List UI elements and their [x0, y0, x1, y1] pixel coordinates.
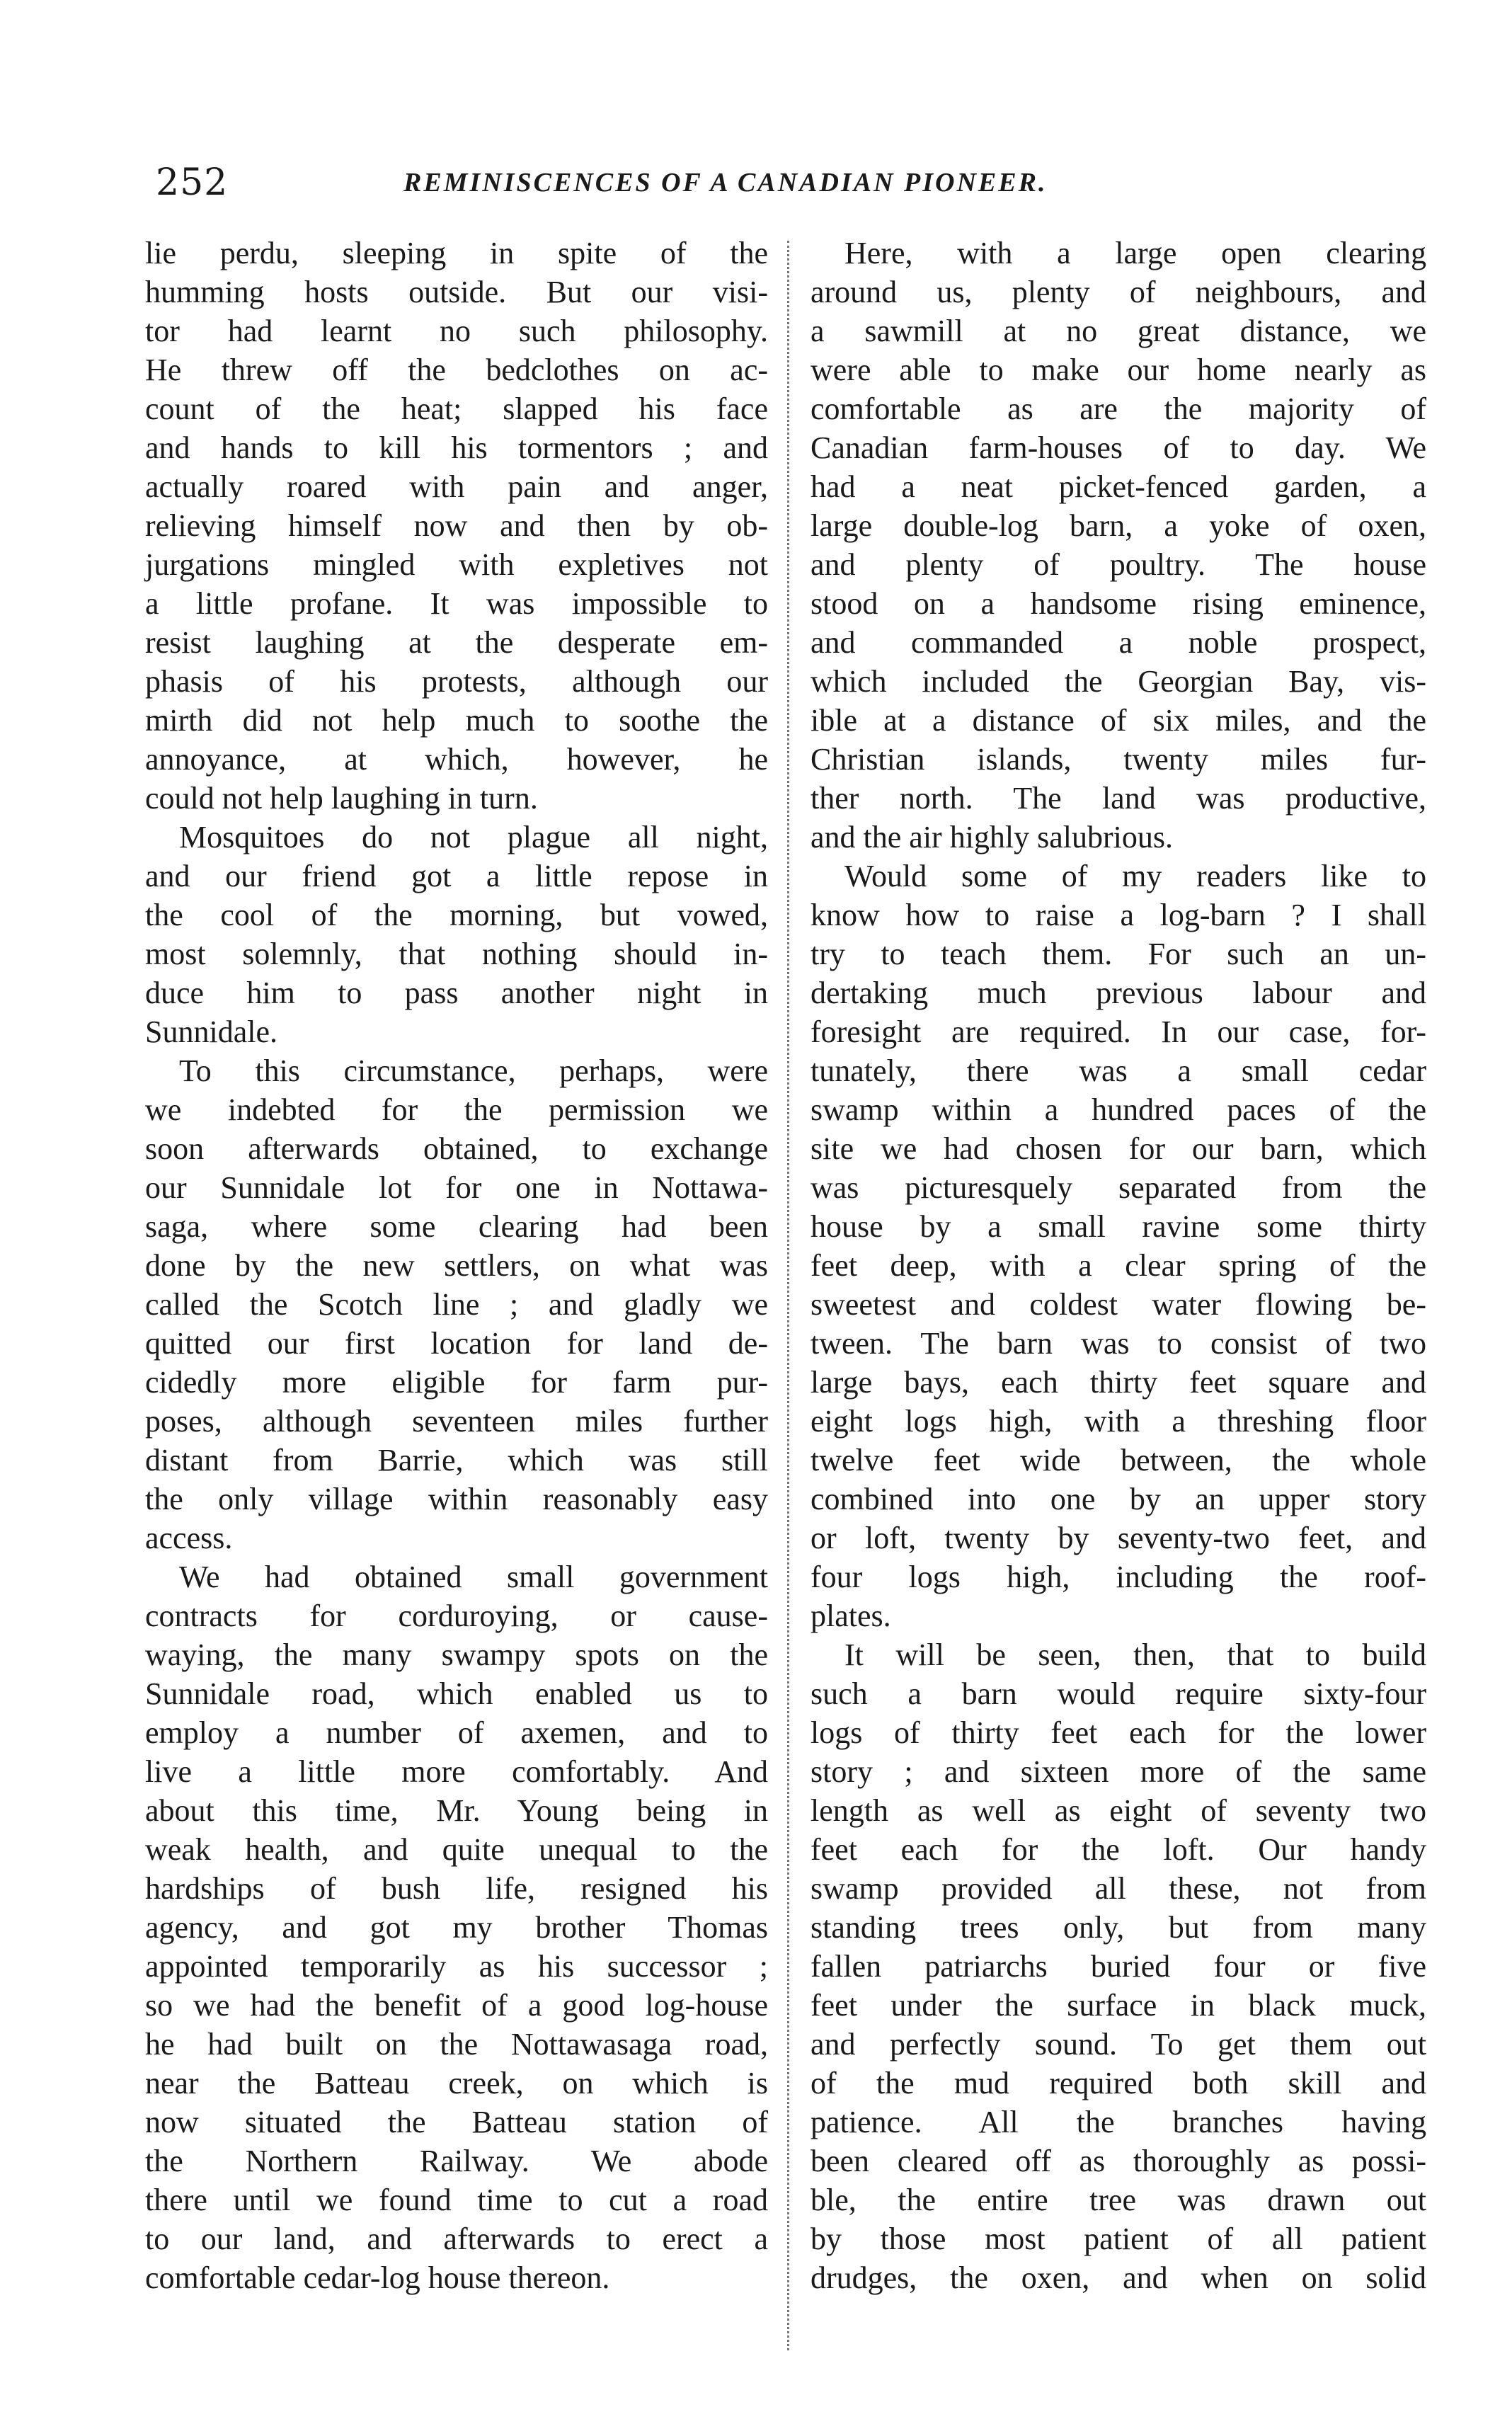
text-line: duce him to pass another night in: [145, 976, 768, 1010]
text-line: phasis of his protests, although our: [145, 664, 768, 699]
text-line: which included the Georgian Bay, vis-: [811, 664, 1426, 699]
text-line: resist laughing at the desperate em-: [145, 625, 768, 660]
text-line: eight logs high, with a threshing floor: [811, 1404, 1426, 1439]
text-line: stood on a handsome rising eminence,: [811, 586, 1426, 621]
running-title: REMINISCENCES OF A CANADIAN PIONEER.: [403, 168, 1048, 198]
text-line: we indebted for the permission we: [145, 1092, 768, 1127]
text-line: jurgations mingled with expletives not: [145, 547, 768, 582]
text-line: plates.: [811, 1599, 891, 1633]
text-line: story ; and sixteen more of the same: [811, 1754, 1426, 1789]
text-line: and perfectly sound. To get them out: [811, 2027, 1426, 2062]
text-line: access.: [145, 1521, 233, 1555]
text-line: by those most patient of all patient: [811, 2222, 1426, 2256]
text-line: contracts for corduroying, or cause-: [145, 1599, 768, 1633]
left-text-column: [145, 234, 768, 2297]
text-line: our Sunnidale lot for one in Nottawa-: [145, 1170, 768, 1205]
text-line: swamp within a hundred paces of the: [811, 1092, 1426, 1127]
text-line: he had built on the Nottawasaga road,: [145, 2027, 768, 2062]
text-line: feet under the surface in black muck,: [811, 1988, 1426, 2023]
page-header: [156, 161, 1416, 211]
text-line: house by a small ravine some thirty: [811, 1209, 1426, 1244]
text-line: and our friend got a little repose in: [145, 859, 768, 893]
text-line: large bays, each thirty feet square and: [811, 1365, 1426, 1400]
text-line: quitted our first location for land de-: [145, 1326, 768, 1361]
text-line: cidedly more eligible for farm pur-: [145, 1365, 768, 1400]
text-line: annoyance, at which, however, he: [145, 742, 768, 777]
text-line: the Northern Railway. We abode: [145, 2144, 768, 2178]
text-line: four logs high, including the roof-: [811, 1560, 1426, 1594]
text-line: about this time, Mr. Young being in: [145, 1793, 768, 1828]
text-line: know how to raise a log-barn ? I shall: [811, 898, 1426, 932]
text-line: comfortable cedar-log house thereon.: [145, 2260, 610, 2295]
text-line: ther north. The land was productive,: [811, 781, 1426, 816]
text-line: live a little more comfortably. And: [145, 1754, 768, 1789]
text-line: to our land, and afterwards to erect a: [145, 2222, 768, 2256]
text-line: sweetest and coldest water flowing be-: [811, 1287, 1426, 1322]
text-line: tween. The barn was to consist of two: [811, 1326, 1426, 1361]
text-line: soon afterwards obtained, to exchange: [145, 1131, 768, 1166]
text-line: To this circumstance, perhaps, were: [179, 1053, 768, 1088]
text-line: around us, plenty of neighbours, and: [811, 275, 1426, 309]
text-line: count of the heat; slapped his face: [145, 391, 768, 426]
text-line: drudges, the oxen, and when on solid: [811, 2260, 1426, 2295]
text-line: fallen patriarchs buried four or five: [811, 1949, 1426, 1984]
text-line: distant from Barrie, which was still: [145, 1443, 768, 1477]
text-line: Sunnidale.: [145, 1014, 277, 1049]
text-line: the cool of the morning, but vowed,: [145, 898, 768, 932]
text-line: relieving himself now and then by ob-: [145, 508, 768, 543]
text-line: length as well as eight of seventy two: [811, 1793, 1426, 1828]
text-line: and the air highly salubrious.: [811, 820, 1174, 854]
text-line: done by the new settlers, on what was: [145, 1248, 768, 1283]
text-line: appointed temporarily as his successor ;: [145, 1949, 768, 1984]
text-line: most solemnly, that nothing should in-: [145, 937, 768, 971]
text-line: near the Batteau creek, on which is: [145, 2066, 768, 2100]
text-line: feet each for the loft. Our handy: [811, 1832, 1426, 1867]
text-line: tor had learnt no such philosophy.: [145, 314, 768, 348]
text-line: were able to make our home nearly as: [811, 353, 1426, 387]
text-line: a sawmill at no great distance, we: [811, 314, 1426, 348]
text-line: Here, with a large open clearing: [844, 236, 1426, 270]
text-line: employ a number of axemen, and to: [145, 1715, 768, 1750]
text-line: humming hosts outside. But our visi-: [145, 275, 768, 309]
text-line: He threw off the bedclothes on ac-: [145, 353, 768, 387]
text-line: of the mud required both skill and: [811, 2066, 1426, 2100]
column-divider: [787, 241, 789, 2350]
right-text-column: [811, 234, 1426, 2297]
text-line: Canadian farm-houses of to day. We: [811, 430, 1426, 465]
text-line: logs of thirty feet each for the lower: [811, 1715, 1426, 1750]
text-line: site we had chosen for our barn, which: [811, 1131, 1426, 1166]
text-line: twelve feet wide between, the whole: [811, 1443, 1426, 1477]
text-line: weak health, and quite unequal to the: [145, 1832, 768, 1867]
text-line: swamp provided all these, not from: [811, 1871, 1426, 1906]
page-number: 252: [156, 161, 229, 204]
text-line: so we had the benefit of a good log-house: [145, 1988, 768, 2023]
text-line: It will be seen, then, that to build: [844, 1637, 1426, 1672]
text-line: been cleared off as thoroughly as possi-: [811, 2144, 1426, 2178]
text-line: was picturesquely separated from the: [811, 1170, 1426, 1205]
text-line: could not help laughing in turn.: [145, 781, 538, 816]
text-line: comfortable as are the majority of: [811, 391, 1426, 426]
text-line: We had obtained small government: [179, 1560, 768, 1594]
text-line: poses, although seventeen miles further: [145, 1404, 768, 1439]
text-line: or loft, twenty by seventy-two feet, and: [811, 1521, 1426, 1555]
text-line: lie perdu, sleeping in spite of the: [145, 236, 768, 270]
text-line: actually roared with pain and anger,: [145, 469, 768, 504]
text-line: feet deep, with a clear spring of the: [811, 1248, 1426, 1283]
text-line: and commanded a noble prospect,: [811, 625, 1426, 660]
text-line: combined into one by an upper story: [811, 1482, 1426, 1516]
text-line: mirth did not help much to soothe the: [145, 703, 768, 738]
text-line: foresight are required. In our case, for-: [811, 1014, 1426, 1049]
text-line: ible at a distance of six miles, and the: [811, 703, 1426, 738]
text-line: and hands to kill his tormentors ; and: [145, 430, 768, 465]
text-line: the only village within reasonably easy: [145, 1482, 768, 1516]
text-line: had a neat picket-fenced garden, a: [811, 469, 1426, 504]
text-line: Sunnidale road, which enabled us to: [145, 1676, 768, 1711]
text-line: saga, where some clearing had been: [145, 1209, 768, 1244]
text-line: dertaking much previous labour and: [811, 976, 1426, 1010]
text-line: patience. All the branches having: [811, 2105, 1426, 2139]
text-line: waying, the many swampy spots on the: [145, 1637, 768, 1672]
text-line: large double-log barn, a yoke of oxen,: [811, 508, 1426, 543]
text-line: such a barn would require sixty-four: [811, 1676, 1426, 1711]
text-line: hardships of bush life, resigned his: [145, 1871, 768, 1906]
text-line: called the Scotch line ; and gladly we: [145, 1287, 768, 1322]
text-line: Would some of my readers like to: [844, 859, 1426, 893]
text-line: ble, the entire tree was drawn out: [811, 2183, 1426, 2217]
text-line: Mosquitoes do not plague all night,: [179, 820, 768, 854]
text-line: there until we found time to cut a road: [145, 2183, 768, 2217]
text-line: and plenty of poultry. The house: [811, 547, 1426, 582]
text-line: tunately, there was a small cedar: [811, 1053, 1426, 1088]
text-line: now situated the Batteau station of: [145, 2105, 768, 2139]
text-line: agency, and got my brother Thomas: [145, 1910, 768, 1945]
text-line: a little profane. It was impossible to: [145, 586, 768, 621]
text-line: standing trees only, but from many: [811, 1910, 1426, 1945]
text-line: try to teach them. For such an un-: [811, 937, 1426, 971]
text-line: Christian islands, twenty miles fur-: [811, 742, 1426, 777]
